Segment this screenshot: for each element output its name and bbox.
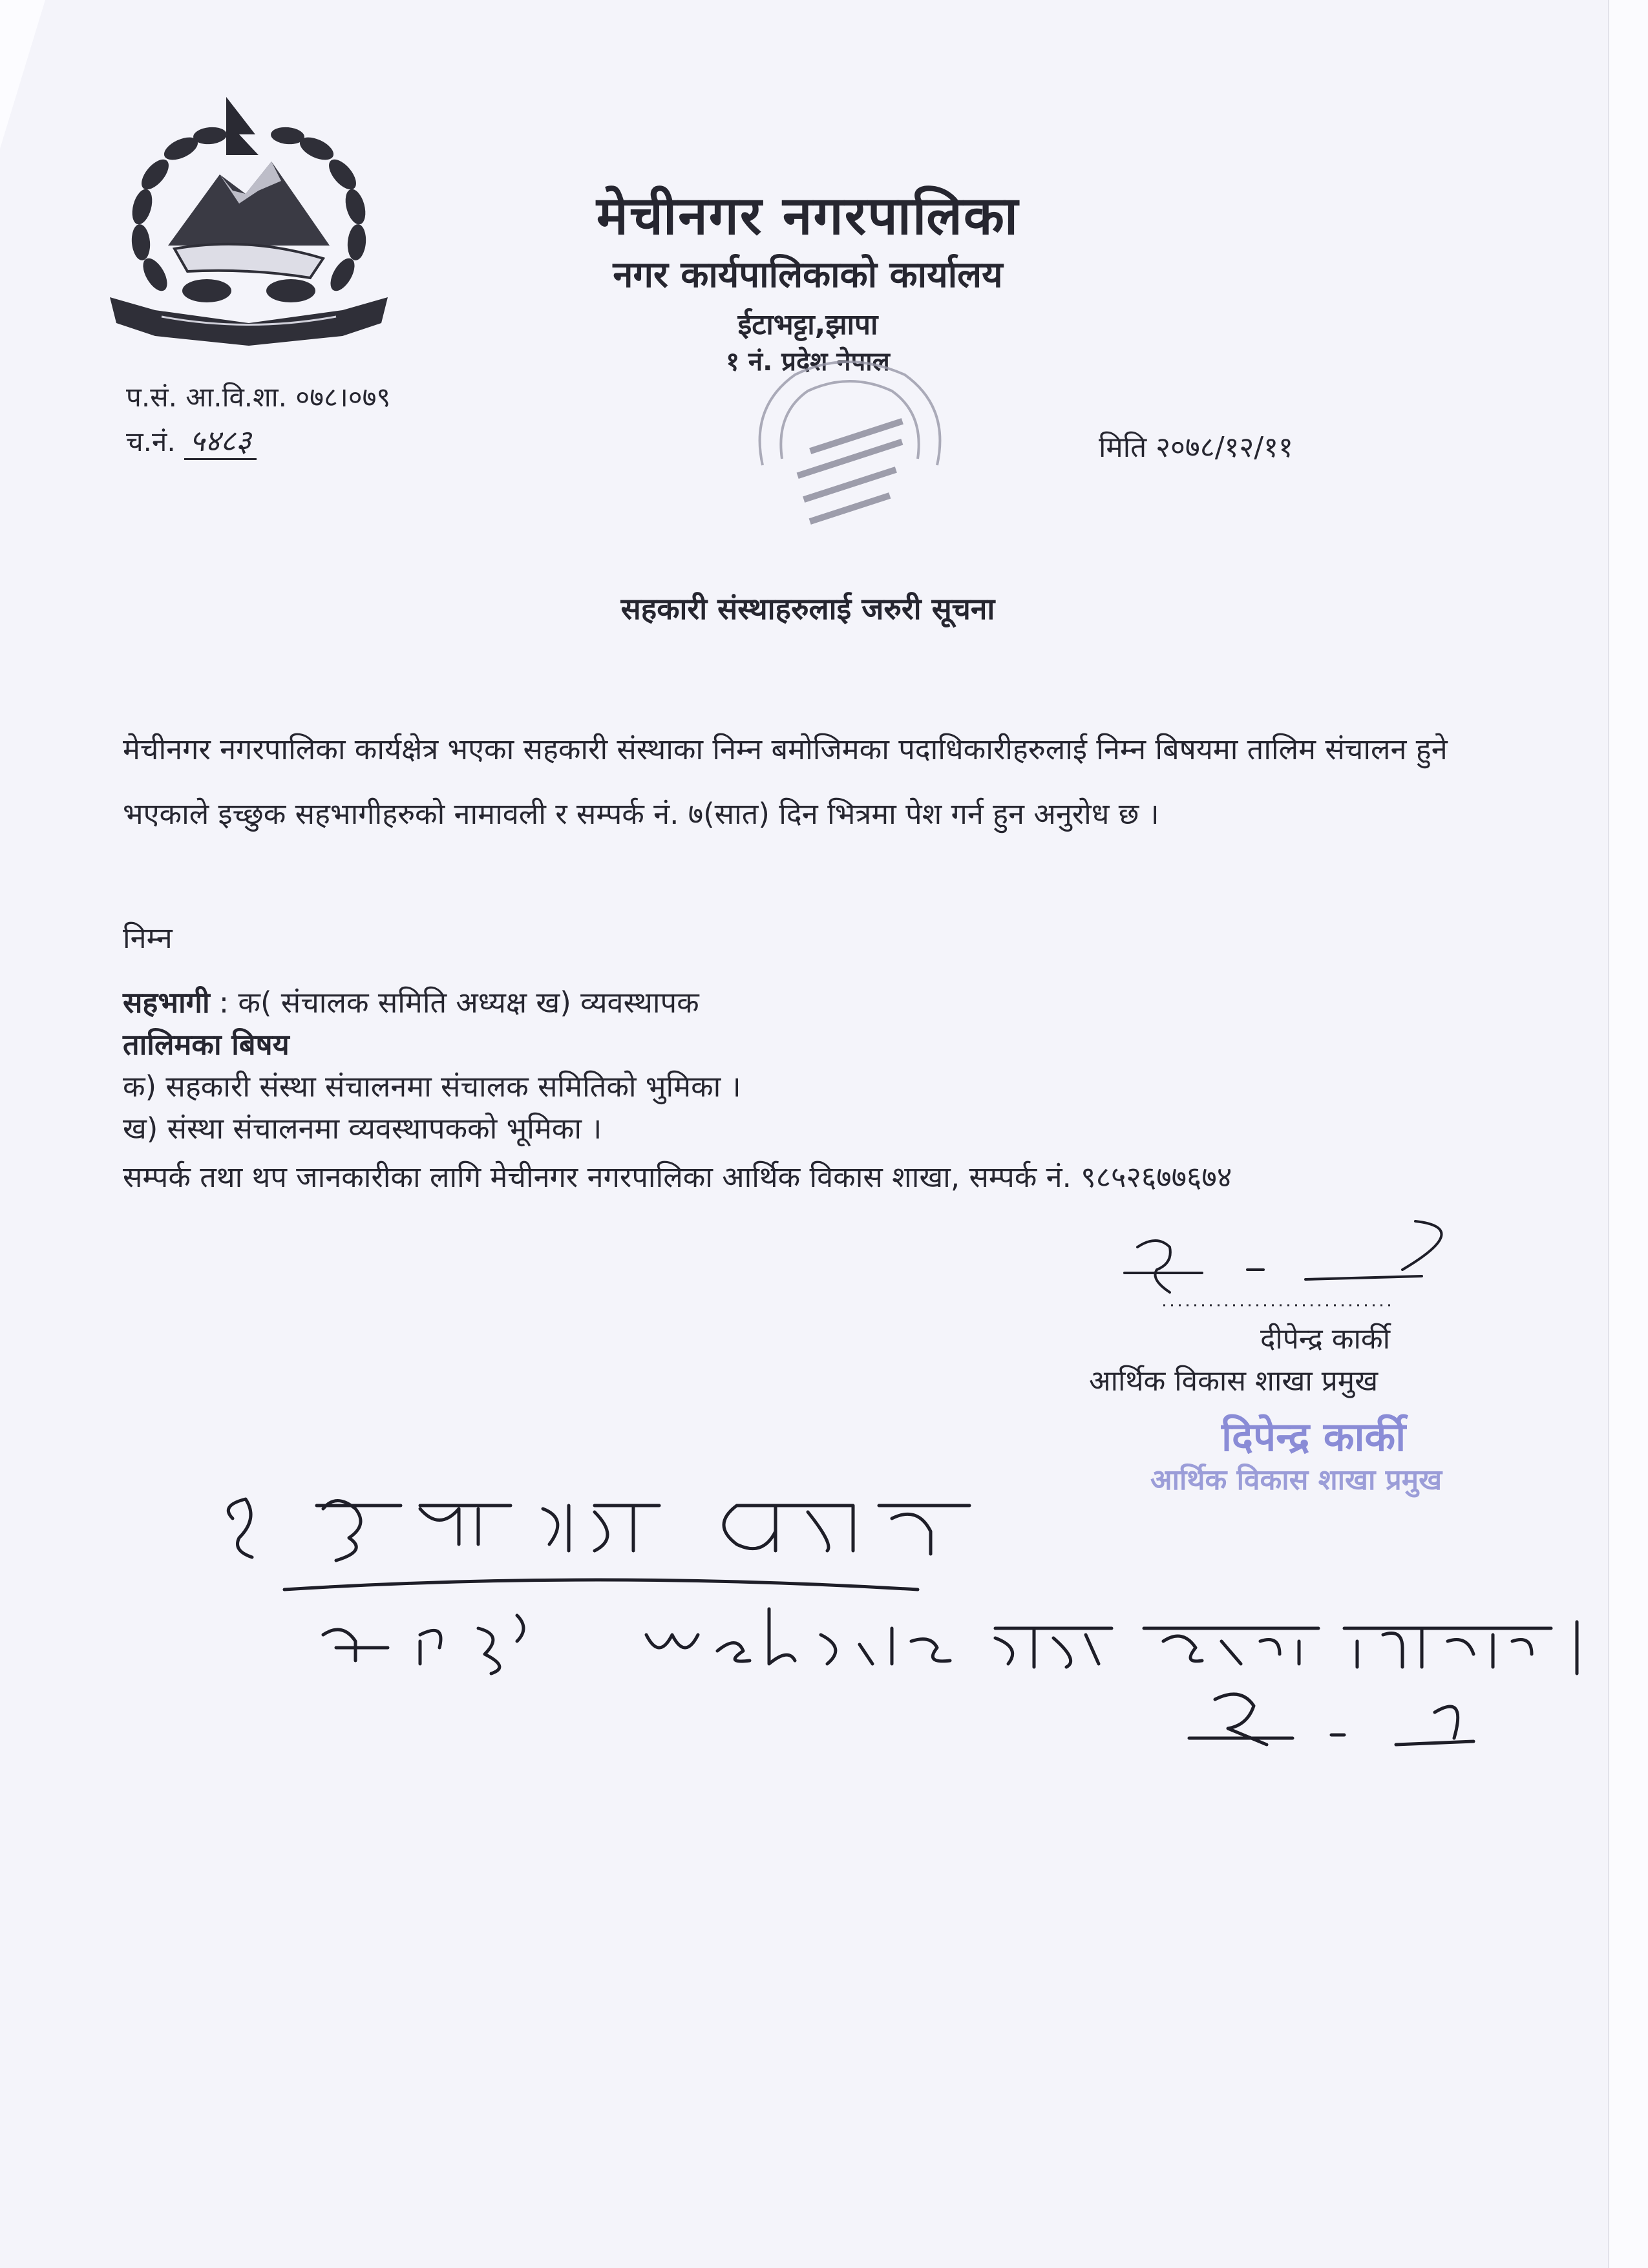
- contact-line: सम्पर्क तथा थप जानकारीका लागि मेचीनगर नगरपालिका आर्थिक विकास शाखा, सम्पर्क नं. ९८५२६७७६७४: [123, 1160, 1232, 1194]
- dispatch-number-row: [126, 420, 257, 460]
- scanner-edge: [1608, 0, 1648, 2268]
- folded-corner: [0, 0, 45, 149]
- training-topic-a: क) सहकारी संस्था संचालनमा संचालक समितिको भुमिका ।: [123, 1069, 741, 1104]
- training-topic-heading: तालिमका बिषय: [123, 1027, 290, 1062]
- dispatch-number-label: च.नं.: [126, 426, 176, 457]
- office-name: मेचीनगर नगरपालिका: [596, 185, 1020, 247]
- training-topic-b: ख) संस्था संचालनमा व्यवस्थापकको भूमिका ।: [123, 1111, 602, 1146]
- address-line-2: १ नं. प्रदेश नेपाल: [726, 347, 890, 377]
- stamp-title: आर्थिक विकास शाखा प्रमुख: [1150, 1464, 1442, 1496]
- participants-value: : क( संचालक समिति अध्यक्ष ख) व्यवस्थापक: [218, 985, 699, 1020]
- address-line-1: ईटाभट्टा,झापा: [737, 308, 878, 341]
- participants-row: [123, 982, 1512, 1022]
- letter-reference-number: प.सं. आ.वि.शा. ०७८।०७९: [126, 381, 391, 413]
- body-paragraph: मेचीनगर नगरपालिका कार्यक्षेत्र भएका सहकारी संस्थाका निम्न बमोजिमका पदाधिकारीहरुलाई निम्न बिषयमा तालिम संचालन हुने भएकाले इच्छुक सहभागीहरुको नामावली र सम्पर्क नं. ७(सात) दिन भित्रमा पेश गर्न हुन अनुरोध छ ।: [123, 732, 1448, 831]
- letter-subject: सहकारी संस्थाहरुलाई जरुरी सूचना: [620, 591, 995, 626]
- participants-label: सहभागी: [123, 985, 210, 1020]
- handwritten-note: [207, 1480, 1596, 1770]
- signatory-title: आर्थिक विकास शाखा प्रमुख: [1089, 1365, 1379, 1398]
- handwritten-note-line-2: [271, 1654, 281, 1655]
- stamp-name: दिपेन्द्र कार्की: [1221, 1413, 1406, 1460]
- dispatch-number-handwritten: ५४८३: [184, 423, 257, 460]
- letter-date: मिति २०७८/१२/११: [1099, 431, 1293, 464]
- handwritten-signature: [1112, 1208, 1474, 1312]
- round-office-stamp: [737, 336, 969, 530]
- nepal-emblem-icon: [97, 84, 401, 349]
- nimna-text: निम्न: [123, 921, 173, 955]
- signatory-name: दीपेन्द्र कार्की: [1260, 1323, 1391, 1356]
- office-subtitle: नगर कार्यपालिकाको कार्यालय: [613, 254, 1003, 296]
